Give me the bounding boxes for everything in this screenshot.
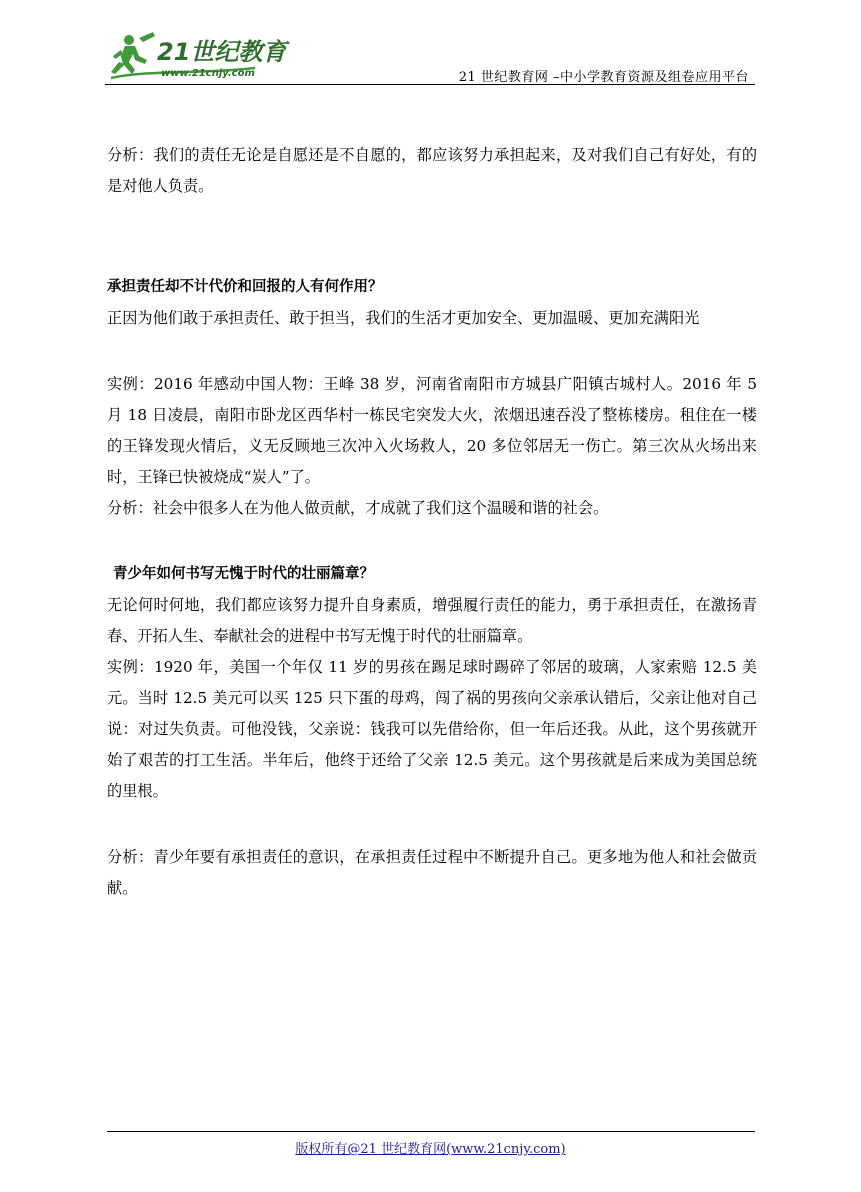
paragraph-example-2: 实例：1920 年，美国一个年仅 11 岁的男孩在踢足球时踢碎了邻居的玻璃，人家索赔 12.5 美元。当时 12.5 美元可以买 125 只下蛋的母鸡，闯了祸的男孩向父亲承认错后，父亲让他对自己说：对过失负责。可他没钱，父亲说：钱我可以先借给你，但一年后还我。从此，这个男孩就开始了艰苦的打工生活。半年后，他终于还给了父亲 12.5 美元。这个男孩就是后来成为美国总统的里根。 bbox=[107, 658, 757, 800]
footer-divider bbox=[107, 1131, 755, 1132]
heading-question-1: 承担责任却不计代价和回报的人有何作用？ bbox=[107, 279, 383, 295]
header-divider bbox=[105, 84, 755, 85]
footer-copyright-link[interactable]: 版权所有@21 世纪教育网(www.21cnjy.com) bbox=[295, 1142, 566, 1157]
paragraph-analysis-3: 分析：青少年要有承担责任的意识，在承担责任过程中不断提升自己。更多地为他人和社会做贡献。 bbox=[107, 848, 757, 897]
document-body bbox=[107, 140, 757, 904]
heading-question-2: 青少年如何书写无愧于时代的壮丽篇章？ bbox=[113, 566, 374, 582]
logo-url: www.21cnjy.com bbox=[161, 68, 255, 79]
page-header bbox=[105, 30, 755, 86]
paragraph-analysis-1: 分析：我们的责任无论是自愿还是不自愿的，都应该努力承担起来，及对我们自己有好处，有的是对他人负责。 bbox=[107, 146, 757, 195]
paragraph-answer-2: 无论何时何地，我们都应该努力提升自身素质，增强履行责任的能力，勇于承担责任，在激扬青春、开拓人生、奉献社会的进程中书写无愧于时代的壮丽篇章。 bbox=[107, 596, 757, 645]
paragraph-analysis-2: 分析：社会中很多人在为他人做贡献，才成就了我们这个温暖和谐的社会。 bbox=[107, 499, 609, 517]
paragraph-example-1: 实例：2016 年感动中国人物：王峰 38 岁，河南省南阳市方城县广阳镇古城村人。2016 年 5 月 18 日凌晨，南阳市卧龙区西华村一栋民宅突发大火，浓烟迅速吞没了整栋楼房。租住在一楼的王锋发现火情后，义无反顾地三次冲入火场救人，20 多位邻居无一伤亡。第三次从火场出来时，王锋已快被烧成“炭人”了。 bbox=[107, 375, 757, 486]
logo-text: 21世纪教育 bbox=[157, 38, 287, 66]
site-logo bbox=[105, 30, 295, 82]
header-title: 21 世纪教育网 –中小学教育资源及组卷应用平台 bbox=[458, 70, 749, 85]
paragraph-answer-1: 正因为他们敢于承担责任、敢于担当，我们的生活才更加安全、更加温暖、更加充满阳光 bbox=[107, 309, 700, 327]
